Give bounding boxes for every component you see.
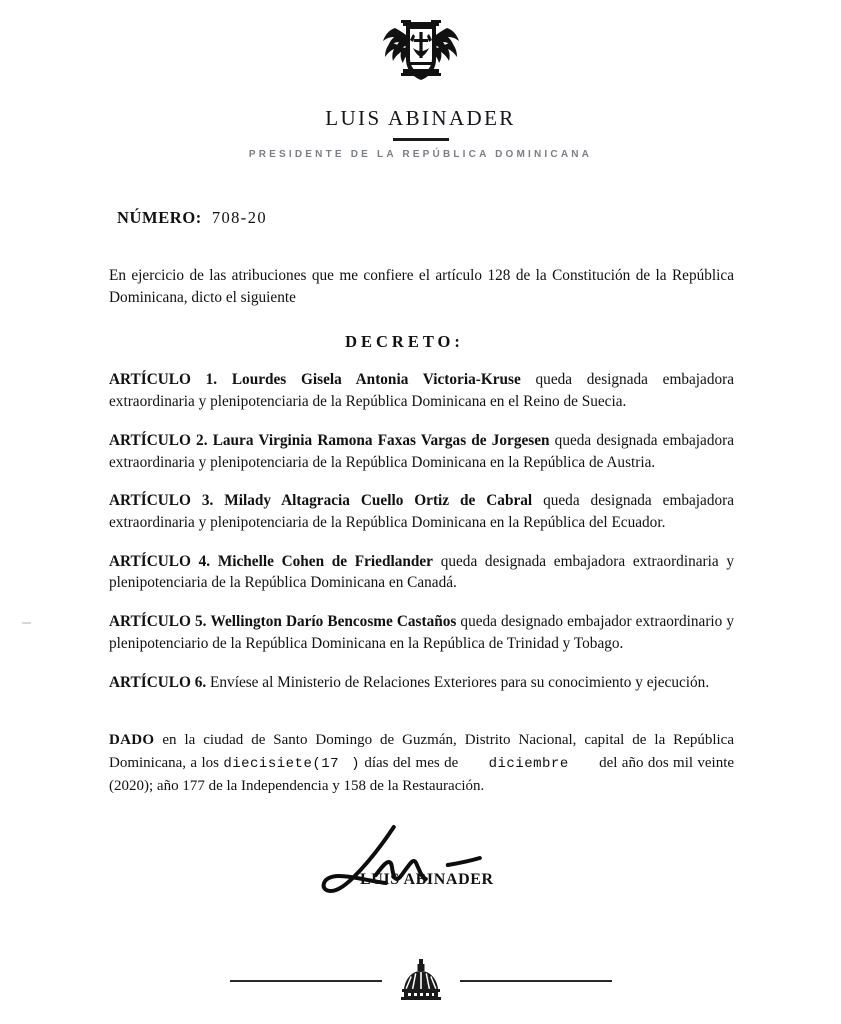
- dado-month: diciembre: [488, 755, 569, 772]
- article-label: ARTÍCULO 5.: [109, 613, 207, 631]
- article-person-name: Wellington Darío Bencosme Castaños: [210, 613, 457, 631]
- article-item: [109, 490, 734, 533]
- decree-number-value: 708-20: [211, 208, 268, 227]
- article-person-name: Laura Virginia Ramona Faxas Vargas de Jorgesen: [212, 431, 550, 449]
- article-label: ARTÍCULO 3.: [109, 492, 214, 510]
- article-item: [109, 369, 734, 412]
- footer: [0, 958, 841, 1006]
- letterhead-subtitle: PRESIDENTE DE LA REPÚBLICA DOMINICANA: [248, 149, 593, 160]
- signature-printed-name: LUIS ABINADER: [360, 871, 494, 889]
- article-person-name: Milady Altagracia Cuello Ortiz de Cabral: [224, 492, 533, 510]
- article-text: queda designada embajadora extraordinaria y plenipotenciaria de la República Dominicana en la República de Austria.: [109, 431, 734, 471]
- decree-number-line: [109, 208, 734, 228]
- dado-day-open-paren: (: [312, 755, 322, 772]
- article-item: [109, 430, 734, 473]
- dado-day-number: 17: [321, 755, 340, 772]
- article-item: [109, 551, 734, 594]
- article-label: ARTÍCULO 4.: [109, 552, 211, 570]
- dominican-coat-of-arms-icon: [373, 12, 469, 92]
- dado-label: DADO: [109, 732, 155, 749]
- dado-text-part1: en la ciudad de Santo Domingo de Guzmán, Distrito Nacional, capital de la República Dominicana, a los: [109, 732, 735, 771]
- signature-block: [109, 823, 734, 919]
- dado-clause: [109, 729, 734, 797]
- article-text: Envíese al Ministerio de Relaciones Exteriores para su conocimiento y ejecución.: [210, 673, 710, 691]
- letterhead-president-name: LUIS ABINADER: [325, 106, 516, 130]
- dado-day-close-paren: ): [351, 755, 360, 772]
- article-person-name: Michelle Cohen de Friedlander: [217, 552, 433, 570]
- decreto-heading: DECRETO:: [345, 332, 464, 352]
- article-item: [109, 672, 734, 694]
- capitol-dome-icon: [398, 958, 444, 1006]
- scan-artifact: [22, 622, 31, 624]
- article-label: ARTÍCULO 6.: [109, 673, 207, 691]
- article-label: ARTÍCULO 1.: [109, 371, 218, 389]
- article-text: queda designado embajador extraordinario y plenipotenciario de la República Dominicana en la República de Trinidad y Tobago.: [109, 613, 735, 652]
- article-text: queda designada embajadora extraordinaria y plenipotenciaria de la República Dominicana en la República del Ecuador.: [109, 492, 734, 531]
- letterhead-divider: [393, 138, 449, 141]
- footer-rule-right: [460, 980, 612, 982]
- article-item: [109, 611, 734, 654]
- footer-rule-left: [230, 980, 382, 982]
- article-label: ARTÍCULO 2.: [109, 431, 208, 449]
- decree-preamble: En ejercicio de las atribuciones que me confiere el artículo 128 de la Constitución de la República Dominicana, dicto el siguiente: [109, 267, 734, 307]
- document-body: [107, 208, 734, 919]
- handwritten-signature-icon: [302, 823, 532, 903]
- article-text: queda designada embajadora extraordinaria y plenipotenciaria de la República Dominicana en el Reino de Suecia.: [109, 371, 734, 411]
- decree-number-label: NÚMERO:: [117, 208, 202, 227]
- dado-text-part3: del año dos mil veinte (2020); año 177 de la Independencia y 158 de la Restauración.: [109, 754, 735, 794]
- letterhead: [0, 0, 841, 160]
- dado-day-word: diecisiete: [223, 755, 313, 772]
- article-text: queda designada embajadora extraordinaria y plenipotenciaria de la República Dominicana en Canadá.: [109, 552, 735, 592]
- article-person-name: Lourdes Gisela Antonia Victoria-Kruse: [231, 371, 521, 389]
- dado-text-part2: días del mes de: [364, 754, 459, 771]
